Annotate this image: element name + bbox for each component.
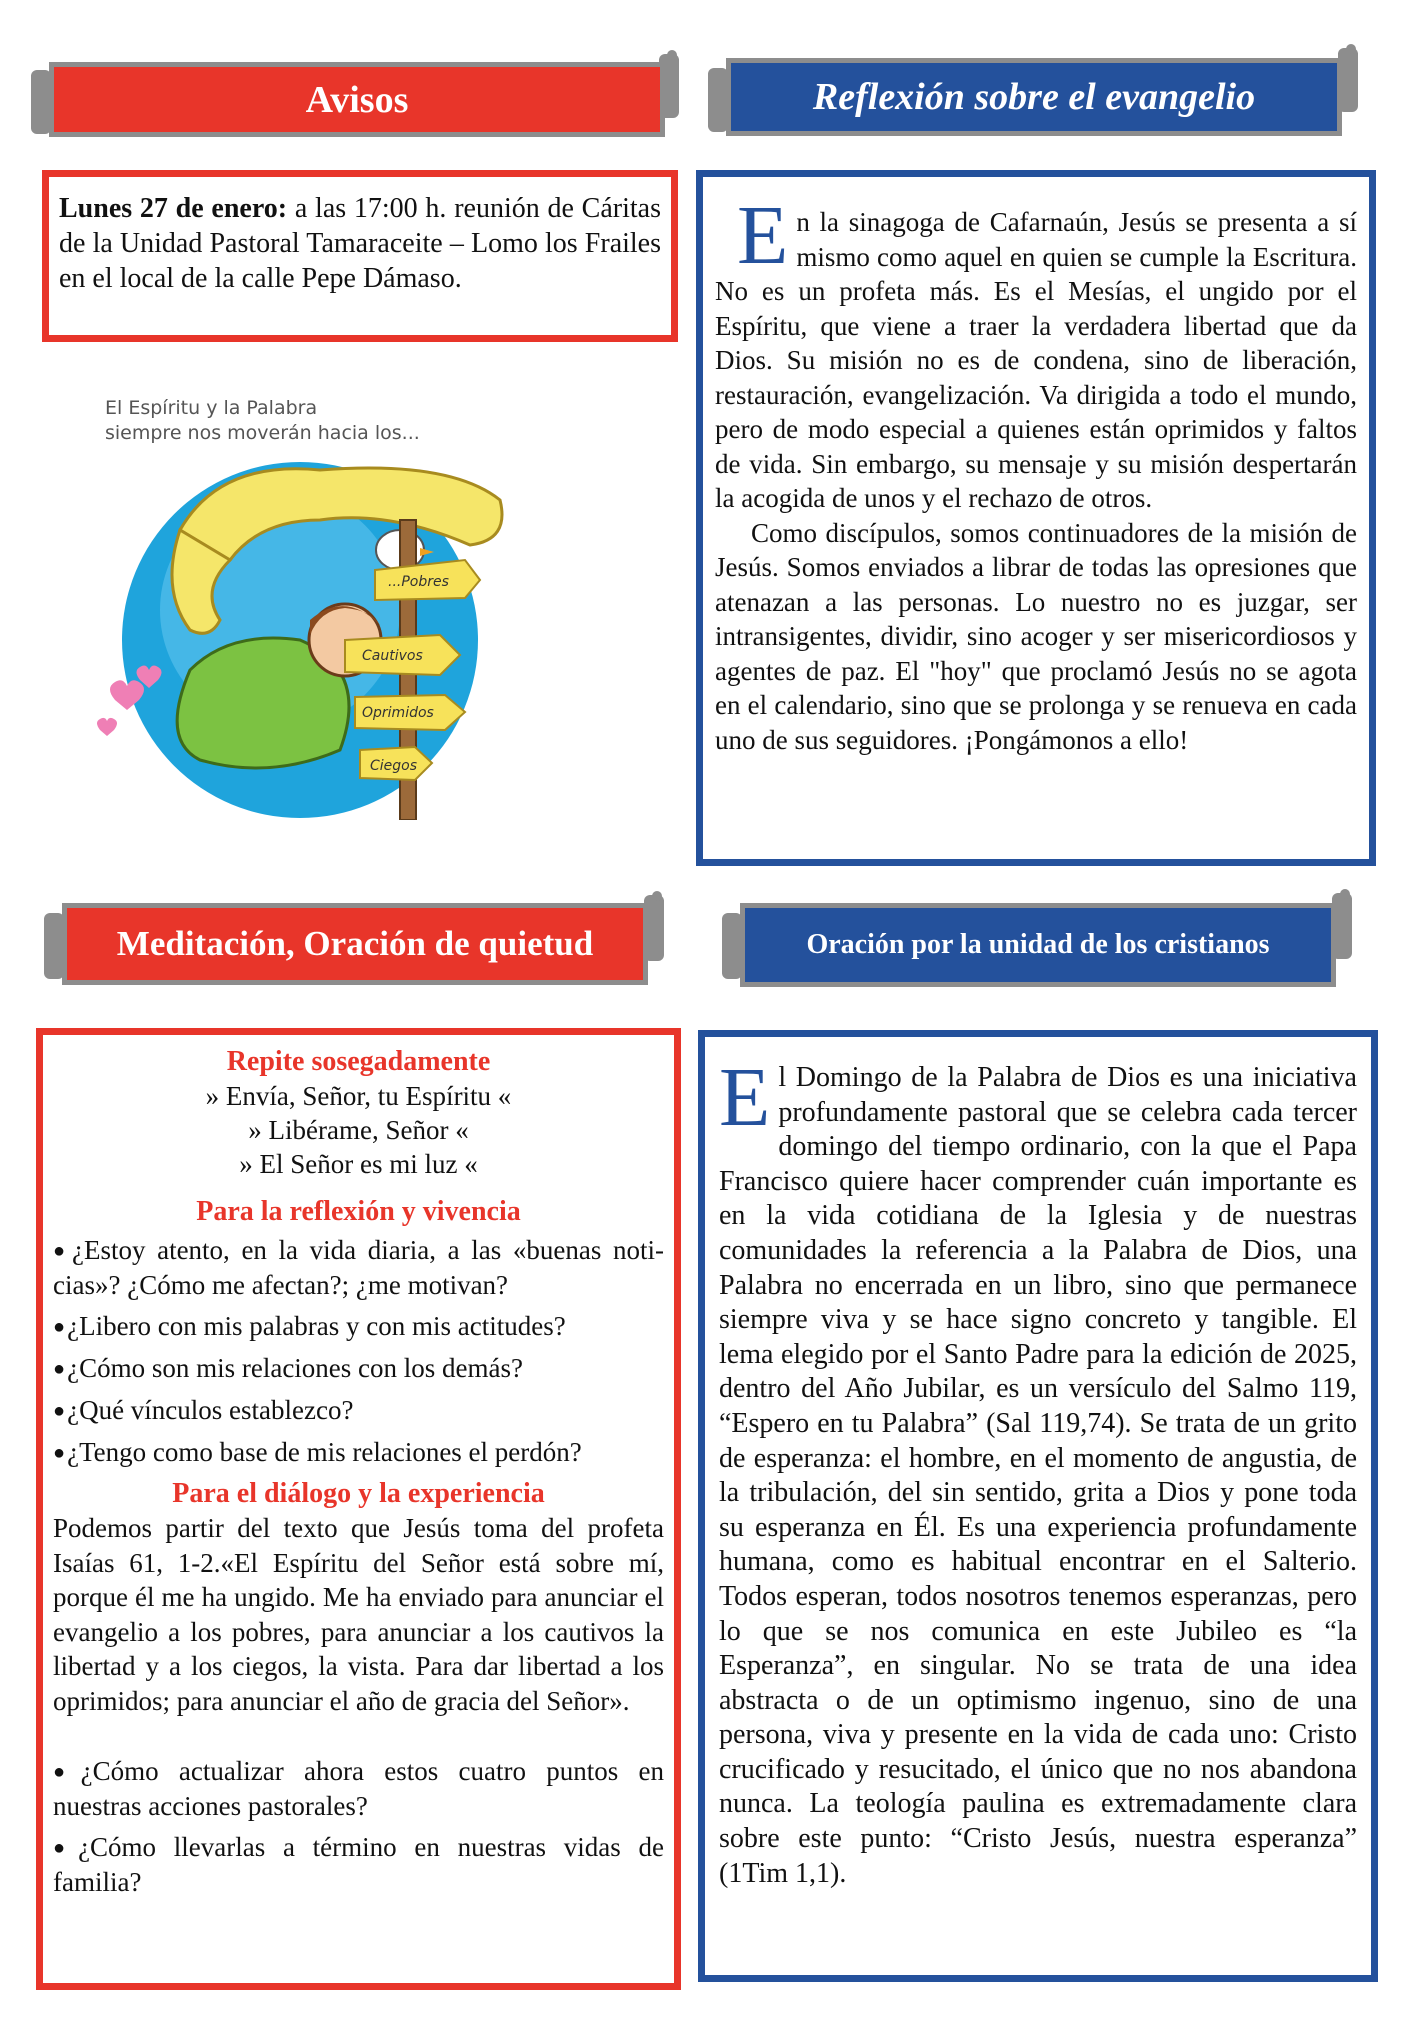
reflexion-drop-cap: E [737, 189, 789, 282]
repite-heading: Repite sosegadamente [226, 1046, 491, 1077]
illustration [70, 440, 590, 820]
avisos-date: Lunes 27 de enero: [59, 193, 288, 224]
caption-line-1: El Espíritu y la Palabra [105, 397, 318, 419]
avisos-text: a las 17:00 h. reunión de Cáritas de la Unidad Pastoral Tamaraceite – Lomo los Frailes en el local de la calle Pepe Dámaso. [59, 193, 661, 294]
list-item: ●¿Cómo llevarlas a término en nuestras vidas de familia? [53, 1832, 664, 1897]
oracion-text: l Domingo de la Palabra de Dios es una iniciativa profundamente pastoral que se celebra cada tercer domingo del tiempo ordinario, con la que el Papa Francisco quiere hacer comprender cuán importante es en la vida cotidiana de la Iglesia y de nuestras comunidades la referencia a la Palabra de Dios, una Palabra no encerrada en un libro, sino que permanece siempre viva y se hace signo concreto y tangible. El lema elegido por el Santo Padre para la edición de 2025, dentro del Año Jubilar, es un versículo del Salmo 119, “Espero en tu Palabra” (Sal 119,74). Se trata de un grito de esperanza: el hombre, en el momento de angustia, de la tribulación, del sin sentido, grita a Dios y pone toda su esperanza en Él. Es una experiencia profundamente humana, como es habitual encontrar en el Salterio. Todos esperan, todos nosotros tenemos esperanzas, pero lo que se nos comunica en este Jubileo es “la Esperanza”, en singular. No se trata de una idea abstracta o de un optimismo ingenuo, sino de una persona, viva y presente en la vida de cada uno: Cristo crucificado y resucitado, el único que no nos abandona nunca. La teología paulina es extremadamente clara sobre este punto: “Cristo Jesús, nuestra esperanza” (1Tim 1,1). [719, 1062, 1357, 1889]
list-item: ●¿Qué vínculos establezco? [53, 1395, 354, 1425]
list-item: ●¿Cómo son mis relaciones con los demás? [53, 1353, 523, 1383]
oracion-box [698, 1030, 1378, 1982]
reflexion-box [696, 170, 1376, 866]
dialogo-text: Podemos partir del texto que Jesús toma del profeta Isaías 61, 1-2.«El Espíritu del Señor está sobre mí, porque él me ha ungido. Me ha enviado para anunciar el evangelio a los pobres, para anunciar a los cautivos la libertad y a los ciegos, la vista. Para dar libertad a los oprimidos; para anunciar el año de gracia del Señor». [53, 1513, 664, 1716]
meditacion-box [36, 1028, 681, 1990]
sign-cautivos: Cautivos [362, 648, 423, 664]
meditacion-title: Meditación, Oración de quietud [116, 924, 594, 963]
sign-ciegos: Ciegos [370, 758, 418, 774]
meditacion-banner [48, 903, 660, 985]
repite-line: » Envía, Señor, tu Espíritu « [205, 1081, 512, 1111]
repite-line: » Libérame, Señor « [248, 1115, 469, 1145]
reflexion-banner [712, 58, 1354, 136]
caption-line-2: siempre nos moverán hacia los... [105, 422, 420, 444]
illustration-caption [105, 396, 465, 446]
avisos-title: Avisos [305, 78, 409, 121]
list-item: ●¿Libero con mis palabras y con mis actitudes? [53, 1311, 566, 1341]
sign-oprimidos: Oprimidos [362, 705, 434, 721]
reflexion-vivencia-heading: Para la reflexión y vivencia [196, 1196, 521, 1227]
avisos-banner [35, 62, 675, 137]
list-item: ●¿Estoy atento, en la vida diaria, a las «buenas noticias»? ¿Cómo me afectan?; ¿me motivan? [53, 1235, 664, 1300]
reflexion-paragraph-1: n la sinagoga de Cafarnaún, Jesús se presenta a sí mismo como aquel en quien se cumple la Escritura. No es un profeta más. Es el Mesías, el ungido por el Espíritu, que viene a traer la verdadera libertad que da Dios. Su misión no es de condena, sino de liberación, restauración, evangelización. Va dirigida a todo el mundo, pero de modo especial a quienes están oprimidos y faltos de vida. Sin embargo, su mensaje y su misión despertarán la acogida de unos y el rechazo de otros. [715, 207, 1357, 513]
avisos-box [42, 170, 678, 342]
reflexion-paragraph-2: Como discípulos, somos continuadores de la misión de Jesús. Somos enviados a librar de todas las opresiones que atenazan a las personas. Lo nuestro no es juzgar, ser intransigentes, dividir, sino acoger y ser misericordiosos y agentes de paz. El "hoy" que proclamó Jesús no se agota en el calendario, sino que se prolonga y se renueva en cada uno de sus seguidores. ¡Pongámonos a ello! [715, 517, 1357, 755]
reflexion-title: Reflexión sobre el evangelio [812, 76, 1256, 118]
dialogo-heading: Para el diálogo y la experiencia [172, 1478, 545, 1509]
oracion-banner [726, 903, 1348, 987]
oracion-title: Oración por la unidad de los cristianos [806, 929, 1270, 960]
oracion-drop-cap: E [719, 1051, 771, 1144]
sign-pobres: ...Pobres [388, 574, 449, 590]
list-item: ●¿Tengo como base de mis relaciones el perdón? [53, 1437, 582, 1467]
list-item: ●¿Cómo actualizar ahora estos cuatro puntos en nuestras acciones pastorales? [53, 1756, 664, 1821]
repite-line: » El Señor es mi luz « [239, 1149, 478, 1179]
